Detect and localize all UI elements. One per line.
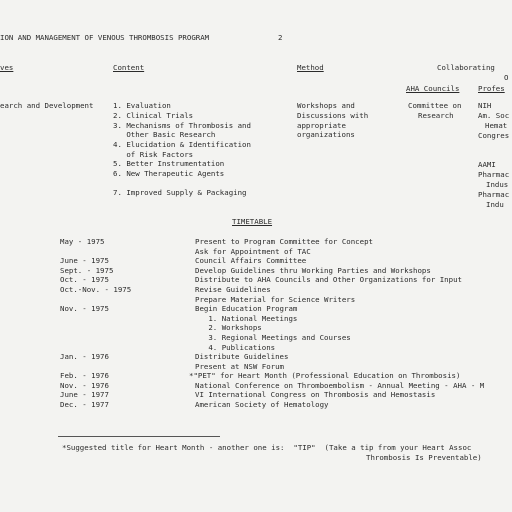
timetable-text: 1. National Meetings [195, 314, 298, 323]
footnote-line: Thrombosis Is Preventable) [366, 453, 482, 462]
aha-line: Research [418, 111, 454, 120]
timetable-text: Present at NSW Forum [195, 362, 284, 371]
aha-line: Committee on [408, 101, 462, 110]
content-item: Other Basic Research [113, 130, 216, 139]
content-item: 5. Better Instrumentation [113, 159, 225, 168]
content-item: of Risk Factors [113, 150, 194, 159]
timetable-text: Begin Education Program [195, 304, 298, 313]
timetable-text: Council Affairs Committee [195, 256, 307, 265]
timetable-date: June - 1975 [60, 256, 109, 265]
prof-line: Hemat [485, 121, 508, 130]
timetable-text: 3. Regional Meetings and Courses [195, 333, 351, 342]
prof-line: Pharmac [478, 170, 510, 179]
column-header-content: Content [113, 63, 145, 72]
prof-line: AAMI [478, 160, 496, 169]
timetable-text: Prepare Material for Science Writers [195, 295, 356, 304]
timetable-text: *"PET" for Heart Month (Professional Education on Thrombosis) [189, 371, 461, 380]
timetable-text: Revise Guidelines [195, 285, 271, 294]
content-item: 1. Evaluation [113, 101, 171, 110]
prof-line: Indus [486, 180, 509, 189]
prof-line: Am. Soc [478, 111, 510, 120]
timetable-text: Distribute to AHA Councils and Other Organizations for Input [195, 275, 462, 284]
timetable-heading: TIMETABLE [232, 217, 273, 226]
column-header-method: Method [297, 63, 324, 72]
timetable-text: 2. Workshops [195, 323, 262, 332]
content-item: 3. Mechanisms of Thrombosis and [113, 121, 251, 130]
content-item: 6. New Therapeutic Agents [113, 169, 225, 178]
prof-line: Pharmac [478, 190, 510, 199]
timetable-text: National Conference on Thromboembolism - Annual Meeting - AHA - M [195, 381, 485, 390]
column-header-collaborating-sub: O [504, 73, 509, 82]
column-header-objectives: ves [0, 63, 14, 72]
column-header-collaborating: Collaborating [437, 63, 495, 72]
method-line: Discussions with [297, 111, 369, 120]
timetable-date: Nov. - 1976 [60, 381, 109, 390]
timetable-date: Feb. - 1976 [60, 371, 109, 380]
content-item: 4. Elucidation & Identification [113, 140, 251, 149]
timetable-text: Ask for Appointment of TAC [195, 247, 311, 256]
column-header-professional: Profes [478, 84, 505, 93]
timetable-text: Distribute Guidelines [195, 352, 289, 361]
timetable-date: Oct. - 1975 [60, 275, 109, 284]
timetable-date: May - 1975 [60, 237, 105, 246]
timetable-date: Oct.-Nov. - 1975 [60, 285, 132, 294]
timetable-text: Present to Program Committee for Concept [195, 237, 373, 246]
method-line: organizations [297, 130, 355, 139]
method-line: appropriate [297, 121, 346, 130]
timetable-date: Nov. - 1975 [60, 304, 109, 313]
timetable-date: Jan. - 1976 [60, 352, 109, 361]
prof-line: NIH [478, 101, 492, 110]
timetable-text: Develop Guidelines thru Working Parties and Workshops [195, 266, 431, 275]
column-header-aha-councils: AHA Councils [406, 84, 460, 93]
timetable-date: Dec. - 1977 [60, 400, 109, 409]
prof-line: Indu [486, 200, 504, 209]
page-number: 2 [278, 33, 283, 42]
content-item: 2. Clinical Trials [113, 111, 194, 120]
row-objective: earch and Development [0, 101, 94, 110]
method-line: Workshops and [297, 101, 355, 110]
content-item: 7. Improved Supply & Packaging [113, 188, 247, 197]
timetable-date: Sept. - 1975 [60, 266, 114, 275]
timetable-text: VI International Congress on Thrombosis and Hemostasis [195, 390, 436, 399]
footnote-rule [58, 436, 220, 437]
prof-line: Congres [478, 131, 510, 140]
footnote-line: *Suggested title for Heart Month - another one is: "TIP" (Take a tip from your Heart Assoc [62, 443, 472, 452]
page-title: ION AND MANAGEMENT OF VENOUS THROMBOSIS PROGRAM [0, 33, 210, 42]
timetable-text: 4. Publications [195, 343, 276, 352]
timetable-date: June - 1977 [60, 390, 109, 399]
timetable-text: American Society of Hematology [195, 400, 329, 409]
